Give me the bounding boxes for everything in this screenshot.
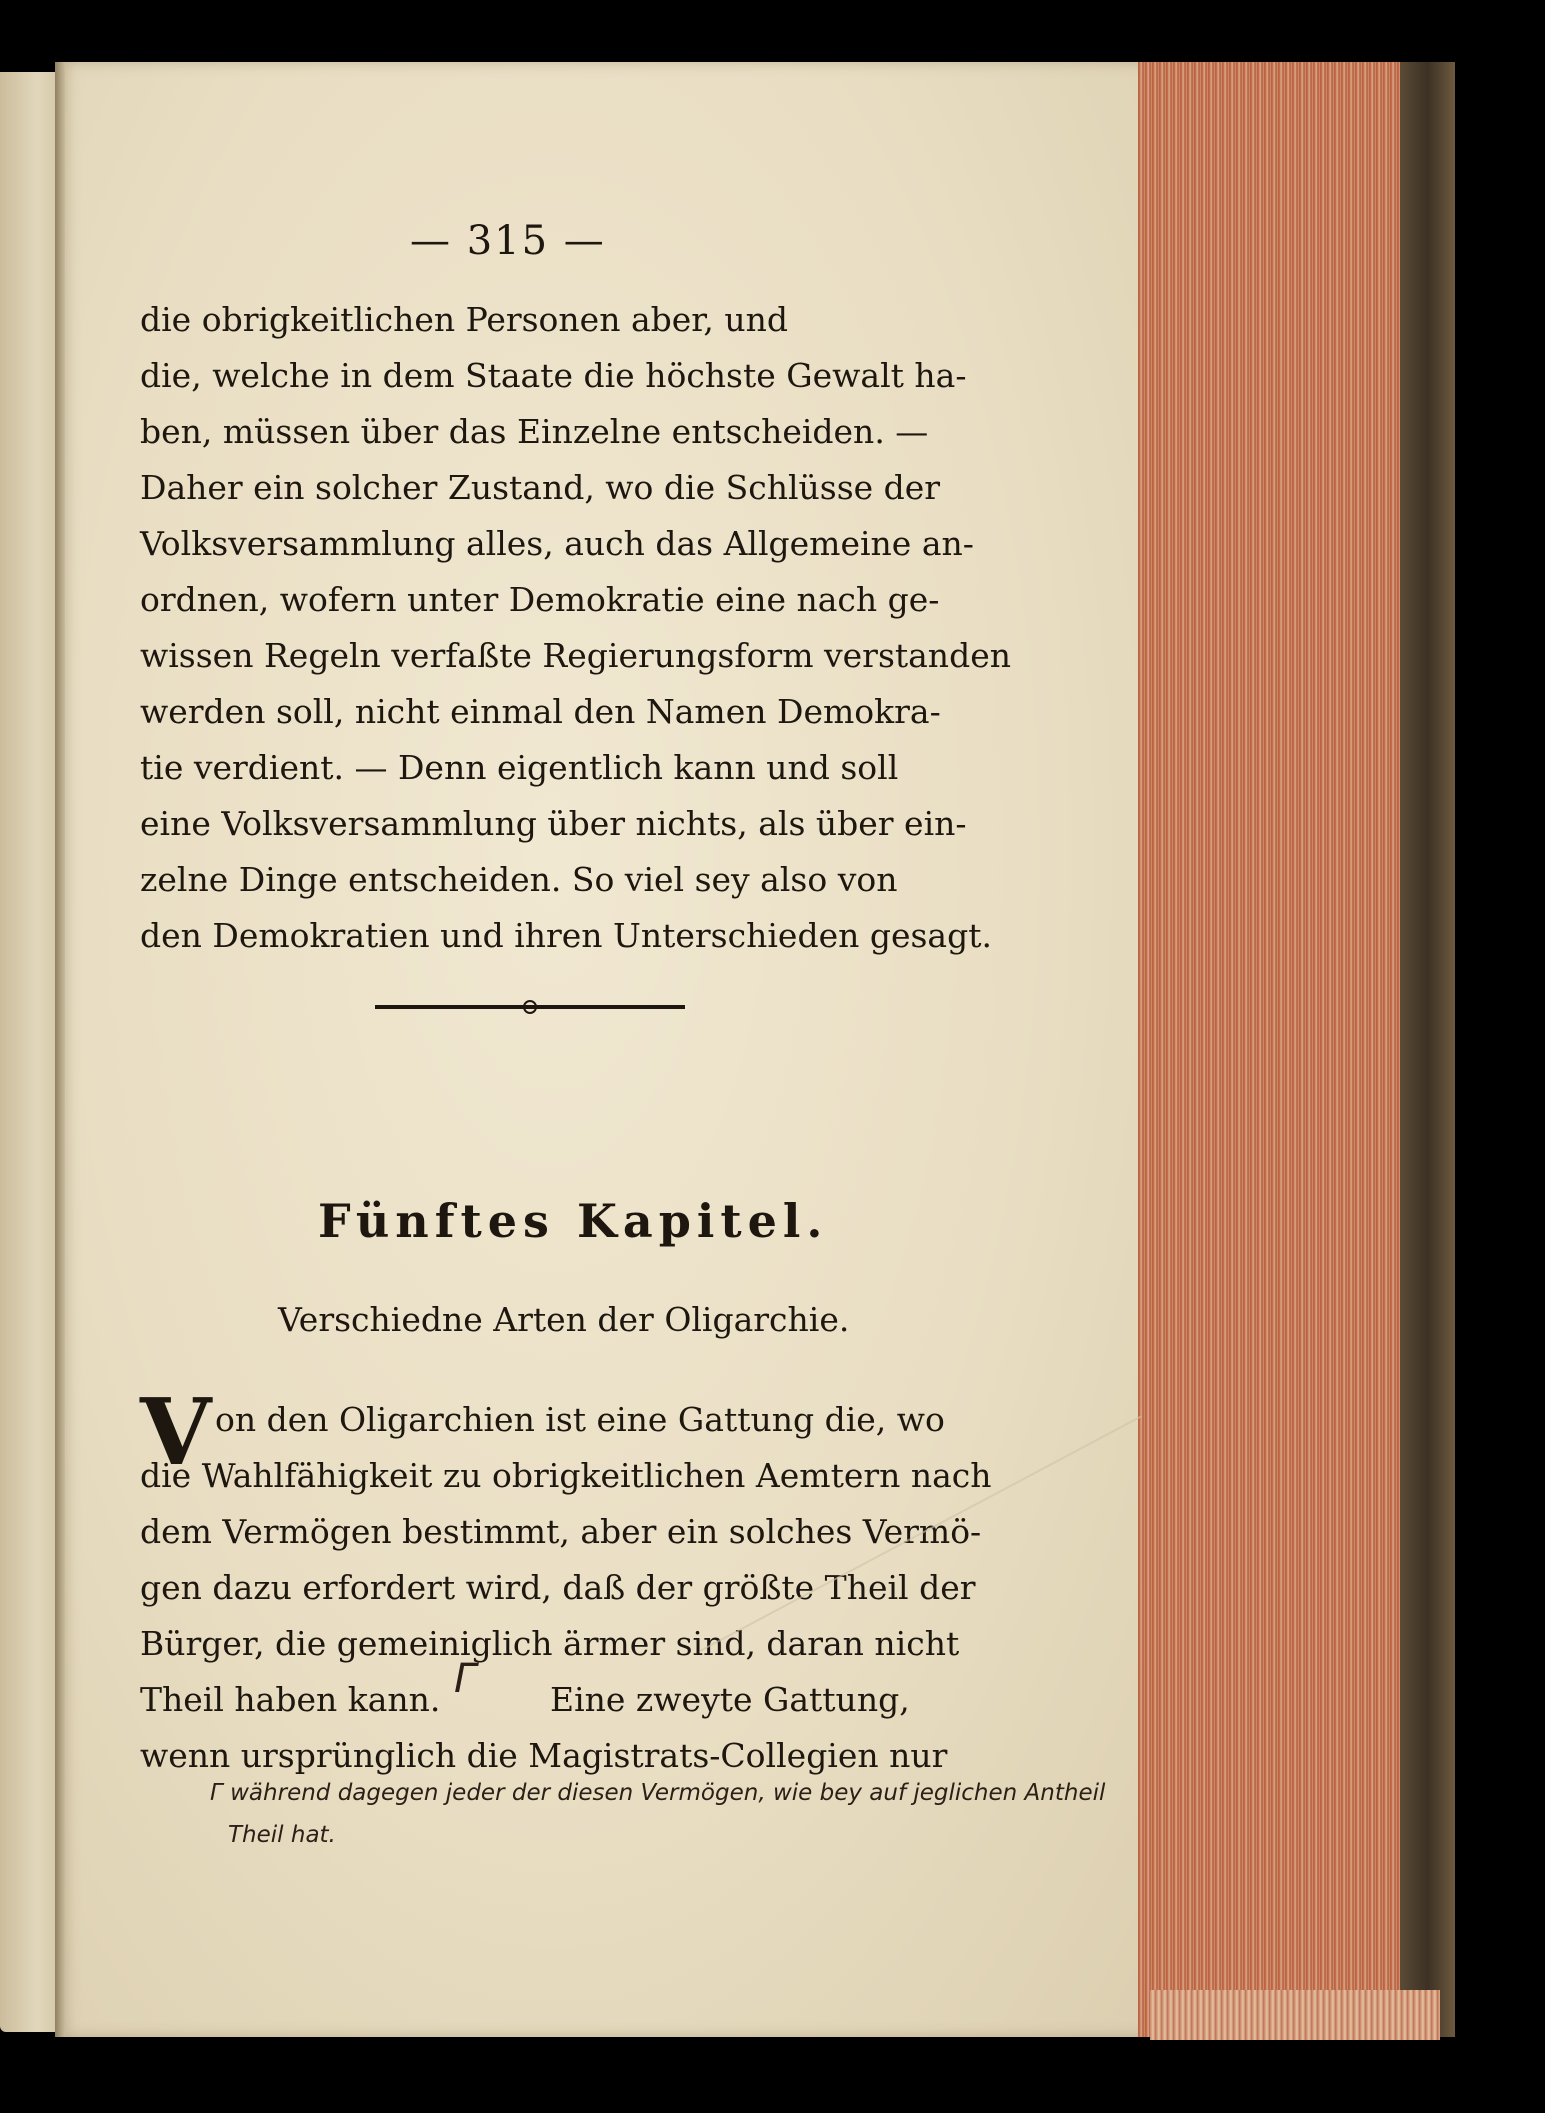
- body-line: die, welche in dem Staate die höchste Gewalt ha-: [140, 356, 967, 395]
- ornamental-divider: [375, 1000, 685, 1014]
- body-line: Theil haben kann.: [140, 1680, 441, 1719]
- handwritten-note-line: Γ während dagegen jeder der diesen Vermögen, wie bey auf jeglichen Antheil: [210, 1780, 1106, 1806]
- body-line: Bürger, die gemeiniglich ärmer sind, daran nicht: [140, 1624, 960, 1663]
- page-number: — 315 —: [410, 218, 606, 264]
- body-line: ben, müssen über das Einzelne entscheiden. —: [140, 412, 929, 451]
- drop-cap: V: [140, 1378, 212, 1486]
- page-gutter: [55, 62, 65, 2037]
- facing-page-edge: [0, 72, 62, 2032]
- body-line: ordnen, wofern unter Demokratie eine nach ge-: [140, 580, 940, 619]
- body-line: tie verdient. — Denn eigentlich kann und soll: [140, 748, 899, 787]
- body-line: die obrigkeitlichen Personen aber, und: [140, 300, 789, 339]
- body-line: gen dazu erfordert wird, daß der größte Theil der: [140, 1568, 976, 1607]
- handwritten-note-line: Theil hat.: [228, 1822, 336, 1848]
- chapter-subtitle: Verschiedne Arten der Oligarchie.: [278, 1300, 850, 1339]
- body-line: wissen Regeln verfaßte Regierungsform verstanden: [140, 636, 1011, 675]
- body-line: dem Vermögen bestimmt, aber ein solches Vermö-: [140, 1512, 982, 1551]
- body-line: die Wahlfähigkeit zu obrigkeitlichen Aemtern nach: [140, 1456, 992, 1495]
- body-line: werden soll, nicht einmal den Namen Demokra-: [140, 692, 941, 731]
- chapter-title: Fünftes Kapitel.: [318, 1194, 829, 1248]
- body-line: zelne Dinge entscheiden. So viel sey also von: [140, 860, 898, 899]
- body-line: Eine zweyte Gattung,: [550, 1680, 910, 1719]
- body-line: Daher ein solcher Zustand, wo die Schlüsse der: [140, 468, 941, 507]
- body-line: den Demokratien und ihren Unterschieden gesagt.: [140, 916, 992, 955]
- handwritten-insert-mark: Γ: [454, 1656, 477, 1702]
- book-cover-edge: [1400, 62, 1455, 2037]
- body-line: Volksversammlung alles, auch das Allgemeine an-: [140, 524, 974, 563]
- body-line: wenn ursprünglich die Magistrats-Collegien nur: [140, 1736, 948, 1775]
- body-line: on den Oligarchien ist eine Gattung die, wo: [215, 1400, 945, 1439]
- page-bottom-edge: [1150, 1990, 1440, 2040]
- body-line: eine Volksversammlung über nichts, als über ein-: [140, 804, 967, 843]
- page-fore-edge: [1138, 62, 1414, 2037]
